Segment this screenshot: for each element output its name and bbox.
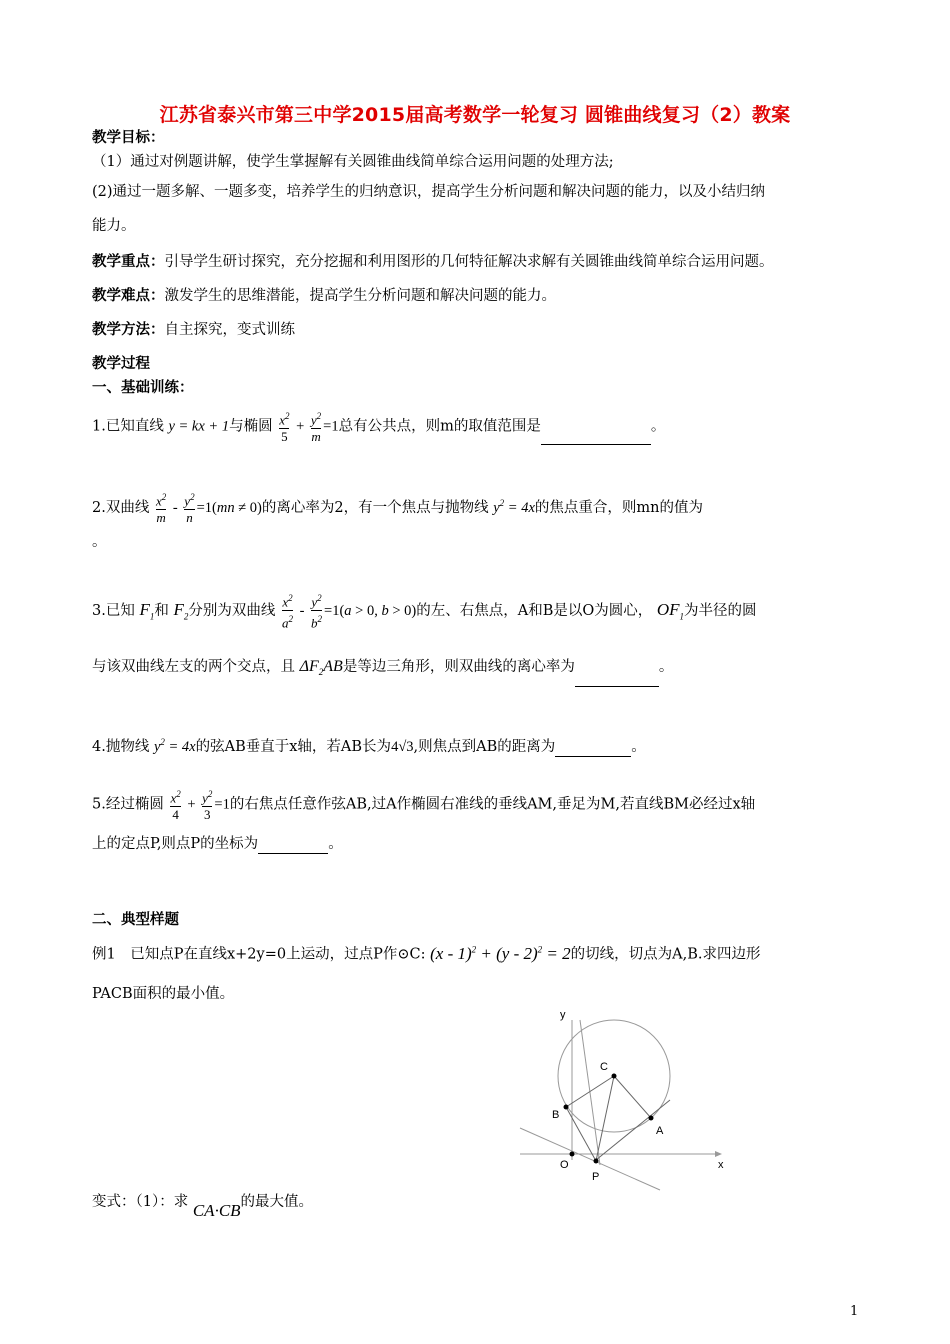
segment-cp — [596, 1076, 614, 1161]
point-o — [570, 1152, 575, 1157]
answer-blank[interactable] — [258, 839, 328, 854]
page-title: 江苏省泰兴市第三中学2015届高考数学一轮复习 圆锥曲线复习（2）教案 — [159, 104, 791, 126]
label-y: y — [560, 1009, 566, 1021]
answer-blank[interactable] — [575, 672, 659, 687]
point-c — [612, 1074, 617, 1079]
label-p: P — [592, 1171, 600, 1183]
teaching-method — [92, 320, 295, 340]
page-number: 1 — [850, 1304, 859, 1319]
fraction: $\frac{x^2}{4}$ — [170, 789, 181, 823]
difficult-points — [92, 286, 556, 306]
goal-2-line-1: (2)通过一题多解、一题多变，培养学生的归纳意识，提高学生分析问题和解决问题的能力，以及小结归纳 — [92, 184, 766, 200]
method-text: 自主探究，变式训练 — [164, 322, 295, 338]
vector-product: CA·CB — [192, 1201, 241, 1220]
circle-equation: (x - 1)$^2$ + (y - 2)$^2$ = 2 — [430, 943, 571, 963]
process-label: 教学过程 — [92, 356, 150, 372]
tangent-pb — [580, 1020, 600, 1165]
segment-cb — [566, 1076, 614, 1107]
goal-1: （1）通过对例题讲解，使学生掌握解有关圆锥曲线简单综合运用问题的处理方法; — [92, 154, 614, 170]
point-b — [564, 1105, 569, 1110]
answer-blank[interactable] — [541, 430, 651, 445]
goals-label: 教学目标： — [92, 130, 165, 146]
segment-ca — [614, 1076, 651, 1118]
label-o: O — [560, 1159, 569, 1171]
formula: $y^2 = 4x$ — [493, 498, 535, 516]
fraction: $\frac{y^2}{n}$ — [184, 492, 195, 526]
fraction: $\frac{x^2}{a^2}$ — [281, 593, 293, 631]
fraction: $\frac{y^2}{m}$ — [310, 411, 322, 445]
label-c: C — [600, 1061, 608, 1073]
line-l — [520, 1128, 660, 1190]
question-3-line-2: 与该双曲线左支的两个交点，且 $\Delta F_2AB$是等边三角形，则双曲线的离心率为 。 — [92, 652, 673, 687]
question-5: 5.经过椭圆 $\frac{x^2}{4}$ + $\frac{y^2}{3}$ =1的右焦点任意作弦AB,过A作椭圆右准线的垂线AM,垂足为M,若直线BM必经过x轴 — [92, 786, 755, 823]
method-label: 教学方法： — [92, 322, 165, 338]
label-b: B — [552, 1109, 560, 1121]
point-p — [594, 1159, 599, 1164]
label-x: x — [718, 1159, 724, 1171]
fraction: $\frac{y^2}{3}$ — [202, 789, 213, 823]
geometry-figure — [510, 1000, 750, 1200]
fraction: $\frac{x^2}{m}$ — [155, 492, 167, 526]
fraction: $\frac{y^2}{b^2}$ — [311, 593, 323, 631]
question-4: 4.抛物线 $y^2 = 4x$的弦AB垂直于x轴，若AB长为4√3,则焦点到AB的距离为 。 — [92, 737, 646, 755]
goal-2-line-2: 能力。 — [92, 218, 136, 234]
question-2-end: 。 — [92, 534, 107, 550]
key-label: 教学重点： — [92, 254, 165, 270]
key-points — [92, 252, 774, 272]
question-5-line-2: 上的定点P,则点P的坐标为 。 — [92, 836, 343, 852]
diff-label: 教学难点： — [92, 288, 165, 304]
formula: y = kx + 1 — [168, 418, 230, 435]
label-a: A — [656, 1125, 664, 1137]
question-1: 1.已知直线 y = kx + 1与椭圆 $\frac{x^2}{5}$ + $\frac{y^2}{m}$ =1总有公共点，则m的取值范围是 。 — [92, 408, 665, 445]
diff-text: 激发学生的思维潜能，提高学生分析问题和解决问题的能力。 — [164, 288, 556, 304]
fraction: $\frac{x^2}{5}$ — [279, 411, 290, 445]
x-axis-arrow — [715, 1151, 722, 1157]
variant-1: 变式：（1）：求 CA·CB的最大值。 — [92, 1194, 314, 1220]
section-1-heading: 一、基础训练： — [92, 380, 194, 396]
key-text: 引导学生研讨探究，充分挖掘和利用图形的几何特征解决求解有关圆锥曲线简单综合运用问题。 — [164, 254, 774, 270]
point-a — [649, 1116, 654, 1121]
question-2: 2.双曲线 $\frac{x^2}{m}$ - $\frac{y^2}{n}$ =1(mn ≠ 0)的离心率为2，有一个焦点与抛物线 $y^2 = 4x$的焦点重合，则mn的值为 — [92, 486, 703, 526]
answer-blank[interactable] — [555, 742, 631, 757]
question-3: 3.已知 $F_1$和 $F_2$分别为双曲线 $\frac{x^2}{a^2}$ - $\frac{y^2}{b^2}$ =1(a > 0, b > 0)的左、右焦点，A和B是以O为圆心， $OF_1$为半径的圆 — [92, 590, 757, 633]
section-2-heading: 二、典型样题 — [92, 912, 179, 928]
example-1: 例1 已知点P在直线x+2y=0上运动，过点P作⊙C: (x - 1)$^2$ + (y - 2)$^2$ = 2的切线，切点为A,B.求四边形 — [92, 943, 761, 963]
example-1-line-2: PACB面积的最小值。 — [92, 986, 235, 1002]
